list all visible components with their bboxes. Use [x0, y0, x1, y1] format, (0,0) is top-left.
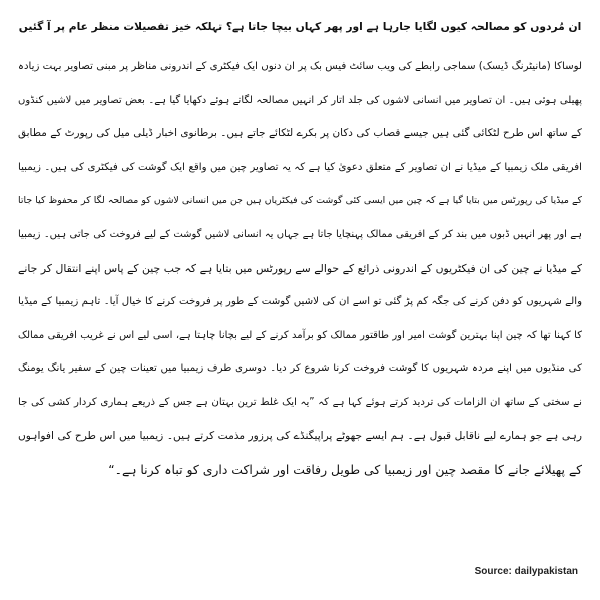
article-line: نے سختی کے ساتھ ان الزامات کی تردید کرتے ہوئے کہا ہے کہ ”یہ ایک غلط ترین بہتان ہے جس کے ذریعے ہماری کردار کشی کی جا: [18, 396, 582, 408]
article-line: لوساکا (مانیٹرنگ ڈیسک) سماجی رابطے کی ویب سائٹ فیس بک پر ان دنوں ایک فیکٹری کے اندرونی مناظر پر مبنی تصاویر بہت زیادہ: [18, 61, 582, 72]
article-line: کے ساتھ اس طرح لٹکائی گئی ہیں جیسے قصاب کی دکان پر بکرے لٹکائے جاتے ہیں۔ برطانوی اخبار ڈیلی میل کی رپورٹ کے مطابق: [18, 127, 582, 140]
article-line: کے میڈیا نے چین کی ان فیکٹریوں کے اندرونی ذرائع کے حوالے سے رپورٹس میں بتایا ہے کہ جب چین کے پاس اپنے انتقال کر جانے: [18, 261, 582, 275]
article-line: کا کہنا تھا کہ چین اپنا بہترین گوشت امیر اور طاقتور ممالک کو برآمد کرنے کے لیے بچانا چاہتا ہے، اسی لیے اس نے غریب افریقی ممالک: [18, 329, 582, 341]
article-line: پھیلی ہوئی ہیں۔ ان تصاویر میں انسانی لاشوں کی جلد اتار کر انہیں مصالحہ لگاتے ہوئے دکھایا گیا ہے۔ بعض تصاویر میں لاشیں کنڈوں: [18, 94, 582, 106]
article-line: کے میڈیا کی رپورٹس میں بتایا گیا ہے کہ چین میں ایسی کئی گوشت کی فیکٹریاں ہیں جن میں انسانی لاشوں کو مصالحہ لگا کر محفوظ کیا جاتا: [18, 195, 582, 207]
article-line: ہے اور پھر انہیں ڈبوں میں بند کر کے افریقی ممالک پہنچایا جاتا ہے جہاں یہ انسانی لاشیں گوشت کے لیے فروخت کی جاتی ہیں۔ زیمبیا: [18, 228, 582, 240]
article-line: رہی ہے جو ہمارے لیے ناقابل قبول ہے۔ ہم ایسے جھوٹے پراپیگنڈے کی پرزور مذمت کرتے ہیں۔ زیمبیا میں اس طرح کی افواہوں: [18, 429, 582, 442]
article-headline: ان مُردوں کو مصالحہ کیوں لگایا جارہا ہے اور پھر کہاں بیچا جاتا ہے؟ تہلکہ خیز تفصیلات منظر عام پر آ گئیں: [18, 20, 582, 33]
article-line: والے شہریوں کو دفن کرنے کی جگہ کم پڑ گئی تو اسے ان کی لاشیں گوشت کے طور پر فروخت کرنے کا خیال آیا۔ تاہم زیمبیا کے میڈیا: [18, 296, 582, 308]
source-credit: Source: dailypakistan: [474, 566, 578, 577]
article-body: [18, 50, 582, 487]
article-line: کی منڈیوں میں اپنے مردہ شہریوں کا گوشت فروخت کرنا شروع کر دیا۔ دوسری طرف زیمبیا میں تعینات چین کے سفیر یانگ یومنگ: [18, 363, 582, 375]
article-line: کے پھیلائے جانے کا مقصد چین اور زیمبیا کی طویل رفاقت اور شراکت داری کو تباہ کرنا ہے۔“: [108, 462, 582, 478]
article-line: افریقی ملک زیمبیا کے میڈیا نے ان تصاویر کے متعلق دعویٰ کیا ہے کہ یہ تصاویر چین میں واقع ایک گوشت کی فیکٹری کی ہیں۔ زیمبیا: [18, 161, 582, 173]
